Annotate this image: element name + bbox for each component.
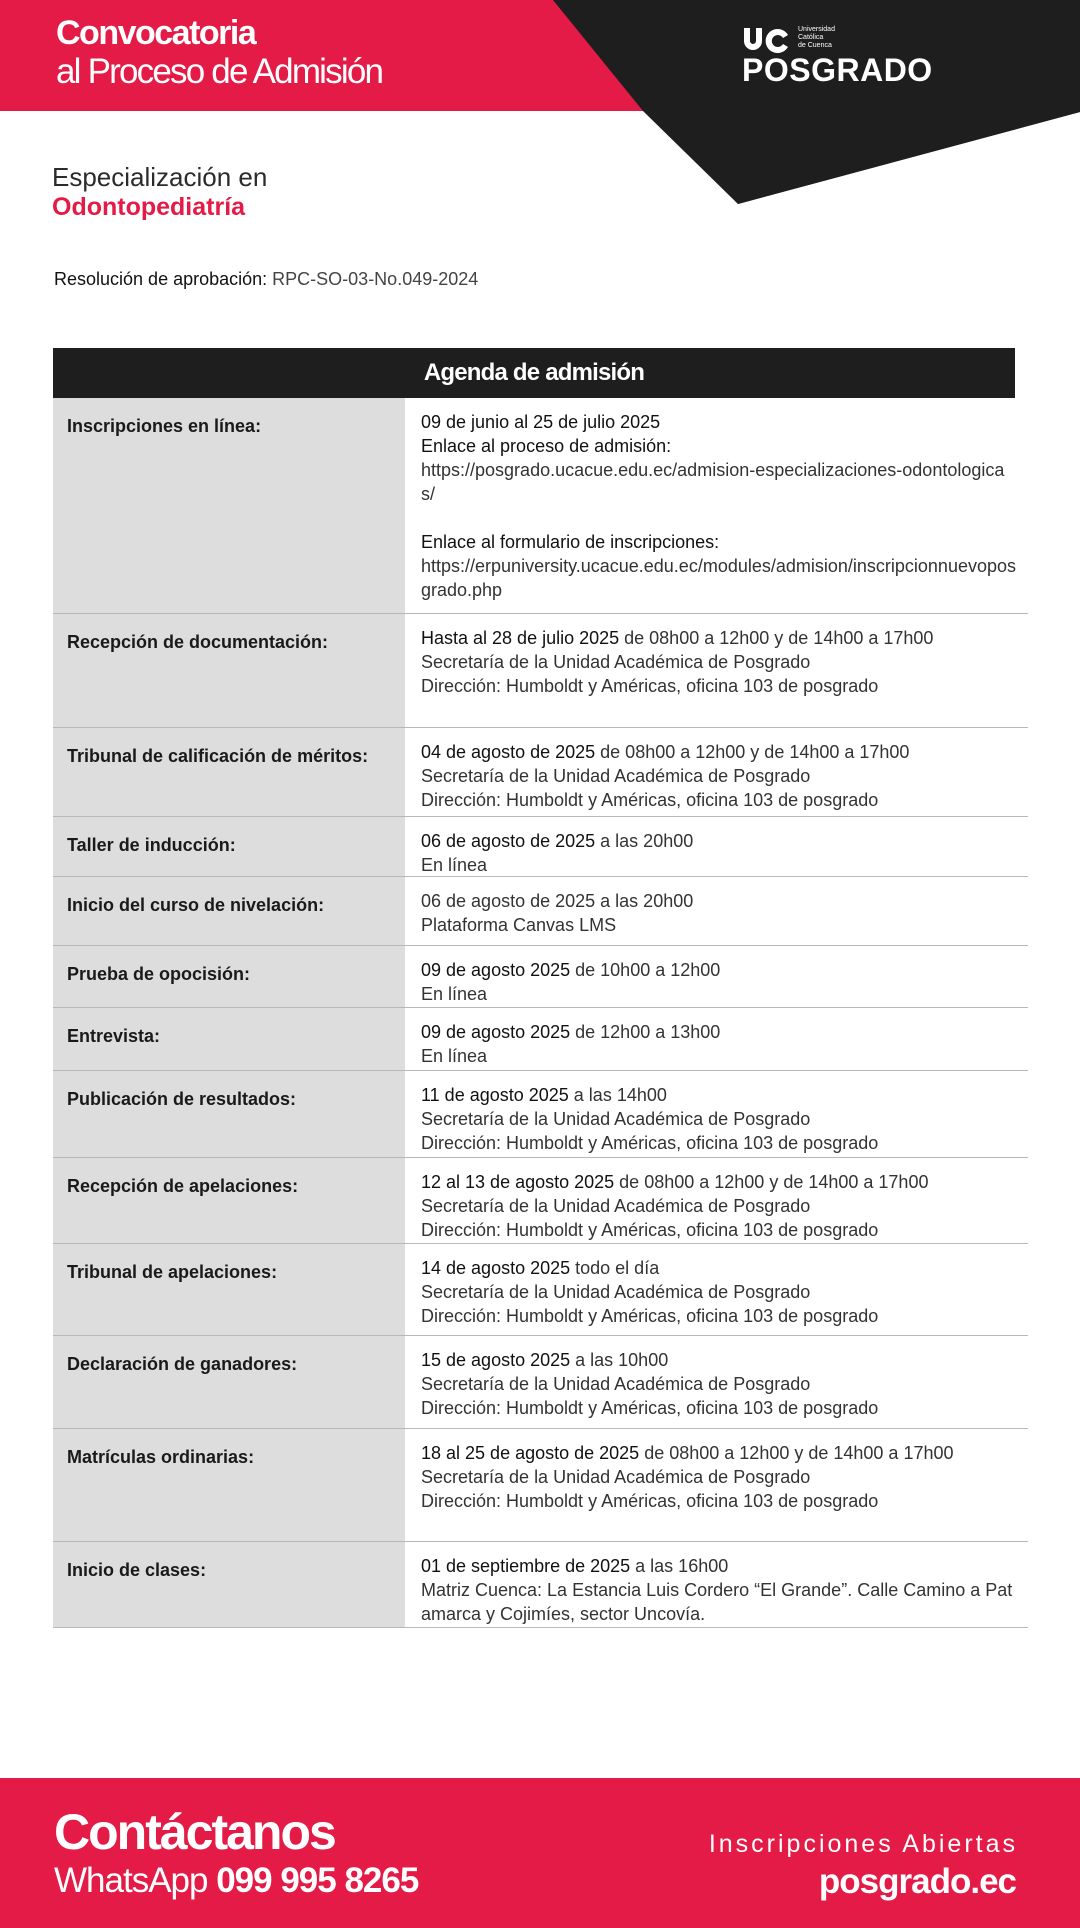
detail-text: Secretaría de la Unidad Académica de Posgrado	[421, 1109, 811, 1129]
detail-text: de 10h00 a 12h00	[570, 960, 721, 980]
agenda-detail-line	[421, 674, 1018, 698]
logo-posgrado-word: POSGRADO	[742, 52, 933, 88]
agenda-detail-line	[421, 1465, 1018, 1489]
detail-text: Secretaría de la Unidad Académica de Posgrado	[421, 652, 811, 672]
detail-date: 14 de agosto 2025	[421, 1258, 571, 1278]
agenda-detail-line	[421, 1194, 1018, 1218]
agenda-detail-line	[421, 1020, 1018, 1044]
agenda-detail-line[interactable]	[421, 554, 1018, 602]
agenda-row-detail	[405, 398, 1028, 613]
agenda-row	[53, 1542, 1028, 1628]
resolution-label: Resolución de aprobación:	[54, 269, 268, 289]
detail-date: Hasta al 28 de julio 2025	[421, 628, 620, 648]
detail-text: de 08h00 a 12h00 y de 14h00 a 17h00	[639, 1443, 954, 1463]
resolution-value: RPC-SO-03-No.049-2024	[272, 269, 479, 289]
detail-text: Dirección: Humboldt y Américas, oficina 103 de posgrado	[421, 790, 879, 810]
agenda-detail-line	[421, 1304, 1018, 1328]
agenda-row-detail	[405, 1158, 1028, 1243]
detail-text: En línea	[421, 1046, 488, 1066]
detail-text: a las 20h00	[595, 831, 694, 851]
agenda-row-label: Tribunal de apelaciones:	[53, 1244, 405, 1335]
agenda-detail-line	[421, 410, 1018, 434]
uc-logo-icon	[742, 26, 794, 54]
agenda-row-detail	[405, 1008, 1028, 1070]
detail-text: a las 16h00	[630, 1556, 729, 1576]
agenda-detail-line	[421, 1396, 1018, 1420]
detail-text: Dirección: Humboldt y Américas, oficina 103 de posgrado	[421, 676, 879, 696]
agenda-detail-line	[421, 788, 1018, 812]
detail-date: Enlace al proceso de admisión:	[421, 436, 672, 456]
detail-text: de 08h00 a 12h00 y de 14h00 a 17h00	[619, 628, 934, 648]
agenda-row-detail	[405, 877, 1028, 945]
agenda-detail-line	[421, 1256, 1018, 1280]
program-prefix: Especialización en	[52, 162, 268, 192]
detail-text: En línea	[421, 855, 488, 875]
agenda-detail-line[interactable]	[421, 458, 1018, 506]
detail-date: 01 de septiembre de 2025	[421, 1556, 631, 1576]
detail-date: 06 de agosto de 2025	[421, 831, 596, 851]
agenda-detail-line	[421, 1348, 1018, 1372]
agenda-detail-line	[421, 1044, 1018, 1068]
agenda-row	[53, 1071, 1028, 1158]
agenda-detail-line	[421, 530, 1018, 554]
detail-text: Secretaría de la Unidad Académica de Posgrado	[421, 1282, 811, 1302]
detail-date: 09 de agosto 2025	[421, 960, 571, 980]
title-line-1: Convocatoria	[56, 14, 256, 52]
agenda-row-label: Declaración de ganadores:	[53, 1336, 405, 1428]
agenda-detail-line	[421, 1554, 1018, 1578]
agenda-detail-line	[421, 650, 1018, 674]
whatsapp-label: WhatsApp	[54, 1861, 217, 1900]
detail-date: 11 de agosto 2025	[421, 1085, 569, 1105]
agenda-detail-line	[421, 1441, 1018, 1465]
agenda-row	[53, 728, 1028, 817]
detail-text: de 08h00 a 12h00 y de 14h00 a 17h00	[614, 1172, 929, 1192]
footer-website-link[interactable]: posgrado.ec	[818, 1862, 1016, 1901]
agenda-detail-line	[421, 1107, 1018, 1131]
detail-date: 04 de agosto de 2025	[421, 742, 596, 762]
footer-open-registrations: Inscripciones Abiertas	[708, 1830, 1018, 1858]
line-gap	[421, 506, 1018, 530]
detail-date: 12 al 13 de agosto 2025	[421, 1172, 615, 1192]
agenda-row	[53, 614, 1028, 728]
detail-text: Dirección: Humboldt y Américas, oficina 103 de posgrado	[421, 1491, 879, 1511]
agenda-detail-line	[421, 889, 1018, 913]
detail-text: Plataforma Canvas LMS	[421, 915, 617, 935]
agenda-row-label: Matrículas ordinarias:	[53, 1429, 405, 1541]
detail-text: de 12h00 a 13h00	[570, 1022, 721, 1042]
agenda-detail-line	[421, 1218, 1018, 1242]
detail-date: 09 de agosto 2025	[421, 1022, 571, 1042]
detail-text: Matriz Cuenca: La Estancia Luis Cordero “El Grande”. Calle Camino a Patamarca y Cojimíes, sector Uncovía.	[421, 1580, 1013, 1624]
program-title	[52, 162, 267, 222]
agenda-row	[53, 817, 1028, 877]
agenda-detail-line	[421, 1131, 1018, 1155]
detail-text: Secretaría de la Unidad Académica de Posgrado	[421, 766, 811, 786]
agenda-detail-line	[421, 958, 1018, 982]
logo-university-name: Universidad Católica de Cuenca	[798, 26, 835, 49]
title-line-2: al Proceso de Admisión	[56, 52, 383, 91]
agenda-row-detail	[405, 1429, 1028, 1541]
detail-text: Secretaría de la Unidad Académica de Posgrado	[421, 1467, 811, 1487]
agenda-detail-line	[421, 1083, 1018, 1107]
agenda-row-detail	[405, 614, 1028, 727]
detail-text: Dirección: Humboldt y Américas, oficina 103 de posgrado	[421, 1306, 879, 1326]
detail-text: todo el día	[570, 1258, 660, 1278]
detail-link[interactable]: https://posgrado.ucacue.edu.ec/admision-especializaciones-odontologicas/	[421, 460, 1005, 504]
agenda-detail-line	[421, 829, 1018, 853]
agenda-detail-line	[421, 1170, 1018, 1194]
agenda-row-detail	[405, 728, 1028, 816]
footer	[0, 1778, 1080, 1928]
agenda-row-label: Taller de inducción:	[53, 817, 405, 876]
agenda-detail-line	[421, 1372, 1018, 1396]
program-name: Odontopediatría	[52, 193, 246, 221]
detail-link[interactable]: https://erpuniversity.ucacue.edu.ec/modules/admision/inscripcionnuevoposgrado.php	[421, 556, 1016, 600]
agenda-detail-line	[421, 1489, 1018, 1513]
detail-text: 06 de agosto de 2025 a las 20h00	[421, 891, 694, 911]
agenda-row-label: Publicación de resultados:	[53, 1071, 405, 1157]
agenda-row	[53, 1336, 1028, 1429]
agenda-detail-line	[421, 740, 1018, 764]
agenda-row-label: Tribunal de calificación de méritos:	[53, 728, 405, 816]
agenda-row	[53, 1244, 1028, 1336]
agenda-detail-line	[421, 434, 1018, 458]
agenda-row	[53, 946, 1028, 1008]
agenda-row-label: Recepción de apelaciones:	[53, 1158, 405, 1243]
agenda-detail-line	[421, 853, 1018, 877]
agenda-row-detail	[405, 946, 1028, 1007]
agenda-detail-line	[421, 913, 1018, 937]
detail-text: de 08h00 a 12h00 y de 14h00 a 17h00	[595, 742, 910, 762]
footer-whatsapp	[54, 1860, 418, 1902]
agenda-row	[53, 877, 1028, 946]
detail-text: Dirección: Humboldt y Américas, oficina 103 de posgrado	[421, 1133, 879, 1153]
detail-text: Dirección: Humboldt y Américas, oficina 103 de posgrado	[421, 1398, 879, 1418]
agenda-row-detail	[405, 1244, 1028, 1335]
agenda-row-detail	[405, 1071, 1028, 1157]
detail-text: a las 14h00	[568, 1085, 667, 1105]
agenda-row-label: Inscripciones en línea:	[53, 398, 405, 613]
detail-text: Secretaría de la Unidad Académica de Posgrado	[421, 1196, 811, 1216]
agenda-row-detail	[405, 817, 1028, 876]
agenda-detail-line	[421, 982, 1018, 1006]
detail-date: 09 de junio al 25 de julio 2025	[421, 412, 661, 432]
agenda-row-label: Inicio de clases:	[53, 1542, 405, 1627]
agenda-detail-line	[421, 1280, 1018, 1304]
header-title	[56, 14, 382, 92]
agenda-row	[53, 1158, 1028, 1244]
agenda-row	[53, 1429, 1028, 1542]
resolution-line	[54, 269, 478, 290]
agenda-row-label: Recepción de documentación:	[53, 614, 405, 727]
agenda-table	[53, 398, 1028, 1628]
detail-date: Enlace al formulario de inscripciones:	[421, 532, 720, 552]
whatsapp-number[interactable]: 099 995 8265	[216, 1861, 419, 1900]
agenda-title: Agenda de admisión	[53, 348, 1015, 398]
agenda-detail-line	[421, 1578, 1018, 1626]
agenda-row	[53, 1008, 1028, 1071]
detail-text: En línea	[421, 984, 488, 1004]
agenda-row-detail	[405, 1336, 1028, 1428]
detail-text: Secretaría de la Unidad Académica de Posgrado	[421, 1374, 811, 1394]
agenda-row-detail	[405, 1542, 1028, 1627]
detail-text: a las 10h00	[570, 1350, 669, 1370]
footer-contact-heading: Contáctanos	[54, 1804, 335, 1860]
agenda-row-label: Prueba de opocisión:	[53, 946, 405, 1007]
detail-text: Dirección: Humboldt y Américas, oficina 103 de posgrado	[421, 1220, 879, 1240]
agenda-row	[53, 398, 1028, 614]
agenda-row-label: Entrevista:	[53, 1008, 405, 1070]
detail-date: 18 al 25 de agosto de 2025	[421, 1443, 640, 1463]
agenda-row-label: Inicio del curso de nivelación:	[53, 877, 405, 945]
agenda-detail-line	[421, 626, 1018, 650]
agenda-detail-line	[421, 764, 1018, 788]
detail-date: 15 de agosto 2025	[421, 1350, 571, 1370]
